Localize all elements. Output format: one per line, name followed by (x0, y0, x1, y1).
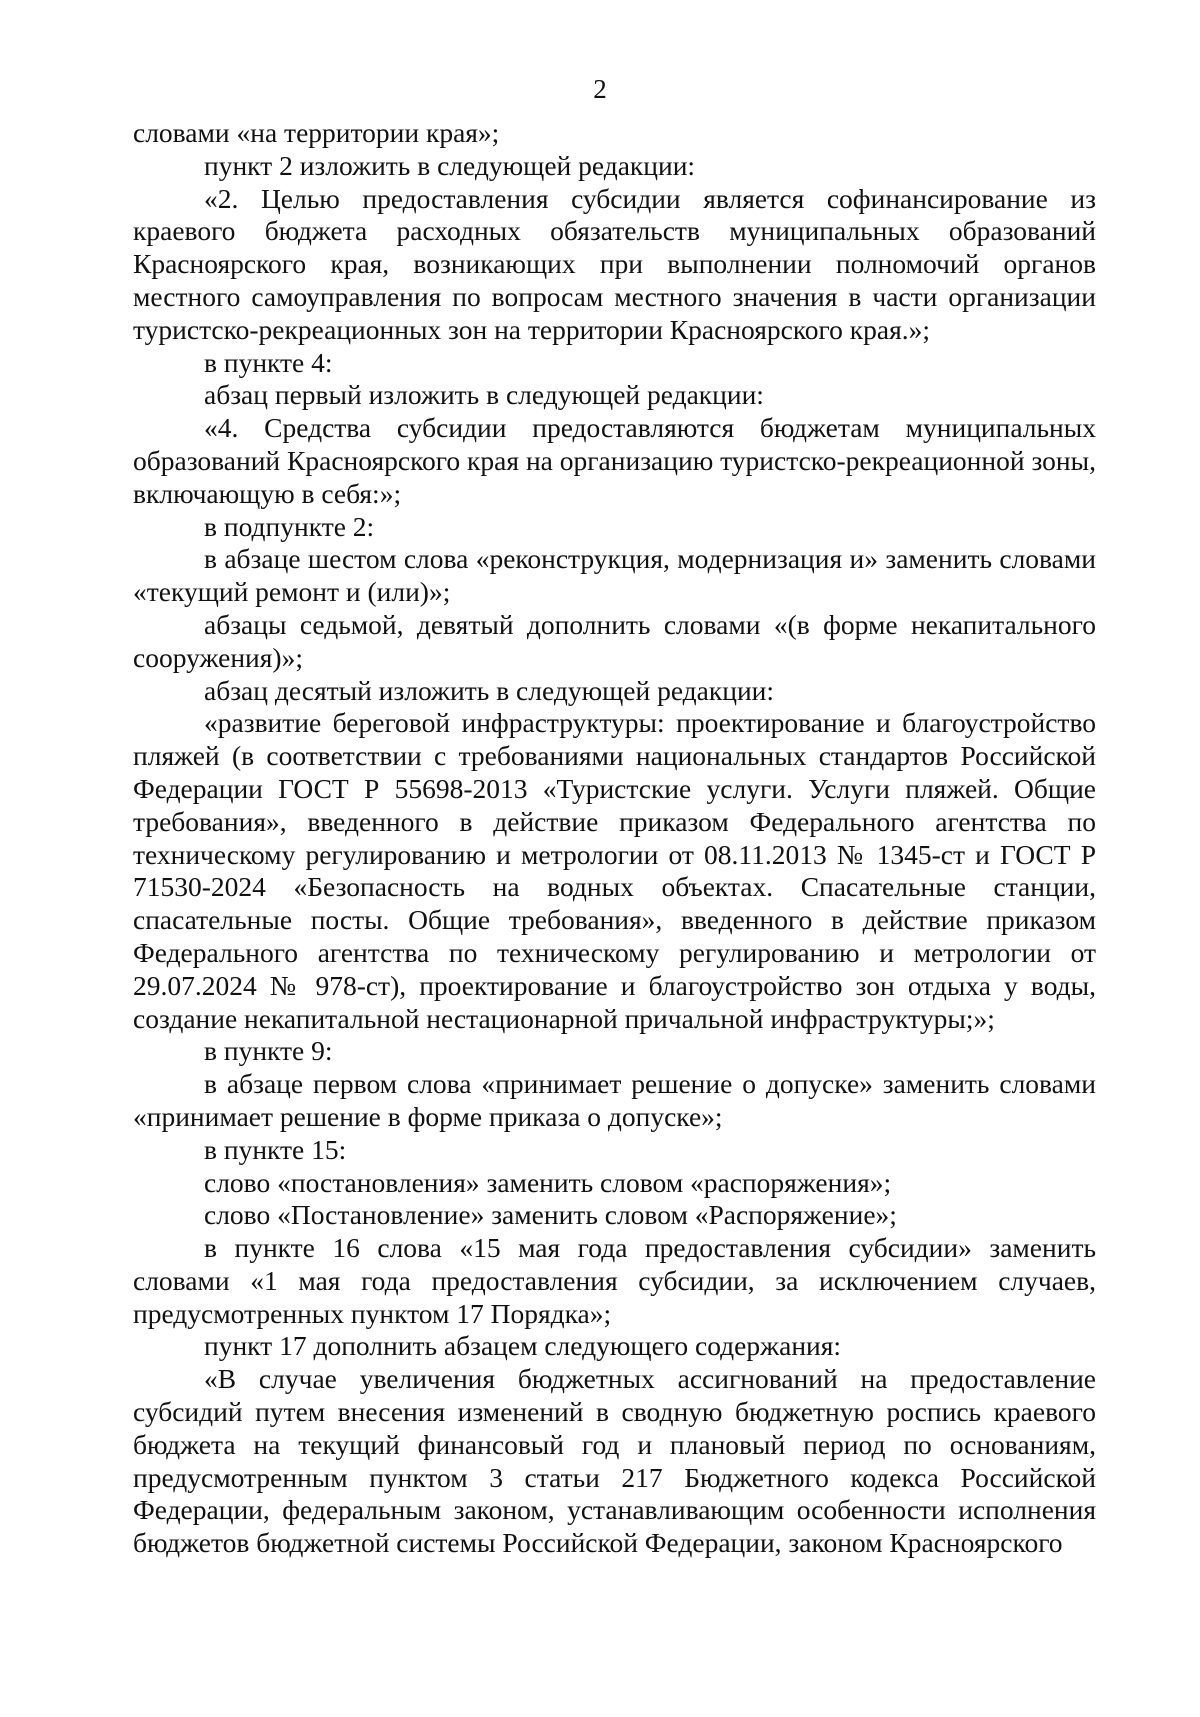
paragraph: в пункте 15: (204, 1133, 347, 1165)
paragraph: пункт 17 дополнить абзацем следующего содержания: (204, 1330, 842, 1362)
paragraph: «2. Целью предоставления субсидии является софинансирование из краевого бюджета расходных обязательств муниципальных образований Красноярского края, возникающих при выполнении полномочий органов местного самоуправления по вопросам местного значения в части организации туристско-рекреационных зон на территории Красноярского края.»; (133, 182, 1096, 345)
paragraph: в подпункте 2: (204, 510, 375, 542)
page-number: 2 (593, 74, 607, 104)
paragraph: в абзаце первом слова «принимает решение о допуске» заменить словами «принимает решение в форме приказа о допуске»; (133, 1068, 1096, 1132)
paragraph: в пункте 4: (204, 346, 333, 378)
paragraph: словами «на территории края»; (133, 117, 500, 148)
paragraph: абзац десятый изложить в следующей редакции: (204, 674, 775, 706)
paragraph: абзацы седьмой, девятый дополнить словами «(в форме некапитального сооружения)»; (133, 608, 1096, 673)
paragraph: пункт 2 изложить в следующей редакции: (204, 149, 696, 181)
body-text (133, 117, 1096, 1560)
paragraph: «В случае увеличения бюджетных ассигнований на предоставление субсидий путем внесения изменений в сводную бюджетную роспись краевого бюджета на текущий финансовый год и плановый период по основаниям, предусмотренным пунктом 3 статьи 217 Бюджетного кодекса Российской Федерации, федеральным законом, устанавливающим особенности исполнения бюджетов бюджетной системы Российской Федерации, законом Красноярского (133, 1363, 1096, 1559)
paragraph: в пункте 9: (204, 1035, 333, 1067)
paragraph: слово «Постановление» заменить словом «Распоряжение»; (204, 1199, 897, 1231)
paragraph: «развитие береговой инфраструктуры: проектирование и благоустройство пляжей (в соответствии с требованиями национальных стандартов Российской Федерации ГОСТ Р 55698-2013 «Туристские услуги. Услуги пляжей. Общие требования», введенного в действие приказом Федерального агентства по техническому регулированию и метрологии от 08.11.2013 № 1345-ст и ГОСТ Р 71530-2024 «Безопасность на водных объектах. Спасательные станции, спасательные посты. Общие требования», введенного в действие приказом Федерального агентства по техническому регулированию и метрологии от 29.07.2024 № 978-ст), проектирование и благоустройство зон отдыха у воды, создание некапитальной нестационарной причальной инфраструктуры;»; (133, 707, 1096, 1034)
paragraph: абзац первый изложить в следующей редакции: (204, 379, 764, 411)
paragraph: в абзаце шестом слова «реконструкция, модернизация и» заменить словами «текущий ремонт и (или)»; (133, 543, 1096, 608)
paragraph: «4. Средства субсидии предоставляются бюджетам муниципальных образований Красноярского края на организацию туристско-рекреационной зоны, включающую в себя:»; (133, 412, 1096, 509)
paragraph: слово «постановления» заменить словом «распоряжения»; (204, 1166, 892, 1198)
paragraph: в пункте 16 слова «15 мая года предоставления субсидии» заменить словами «1 мая года предоставления субсидии, за исключением случаев, предусмотренных пунктом 17 Порядка»; (133, 1232, 1096, 1329)
